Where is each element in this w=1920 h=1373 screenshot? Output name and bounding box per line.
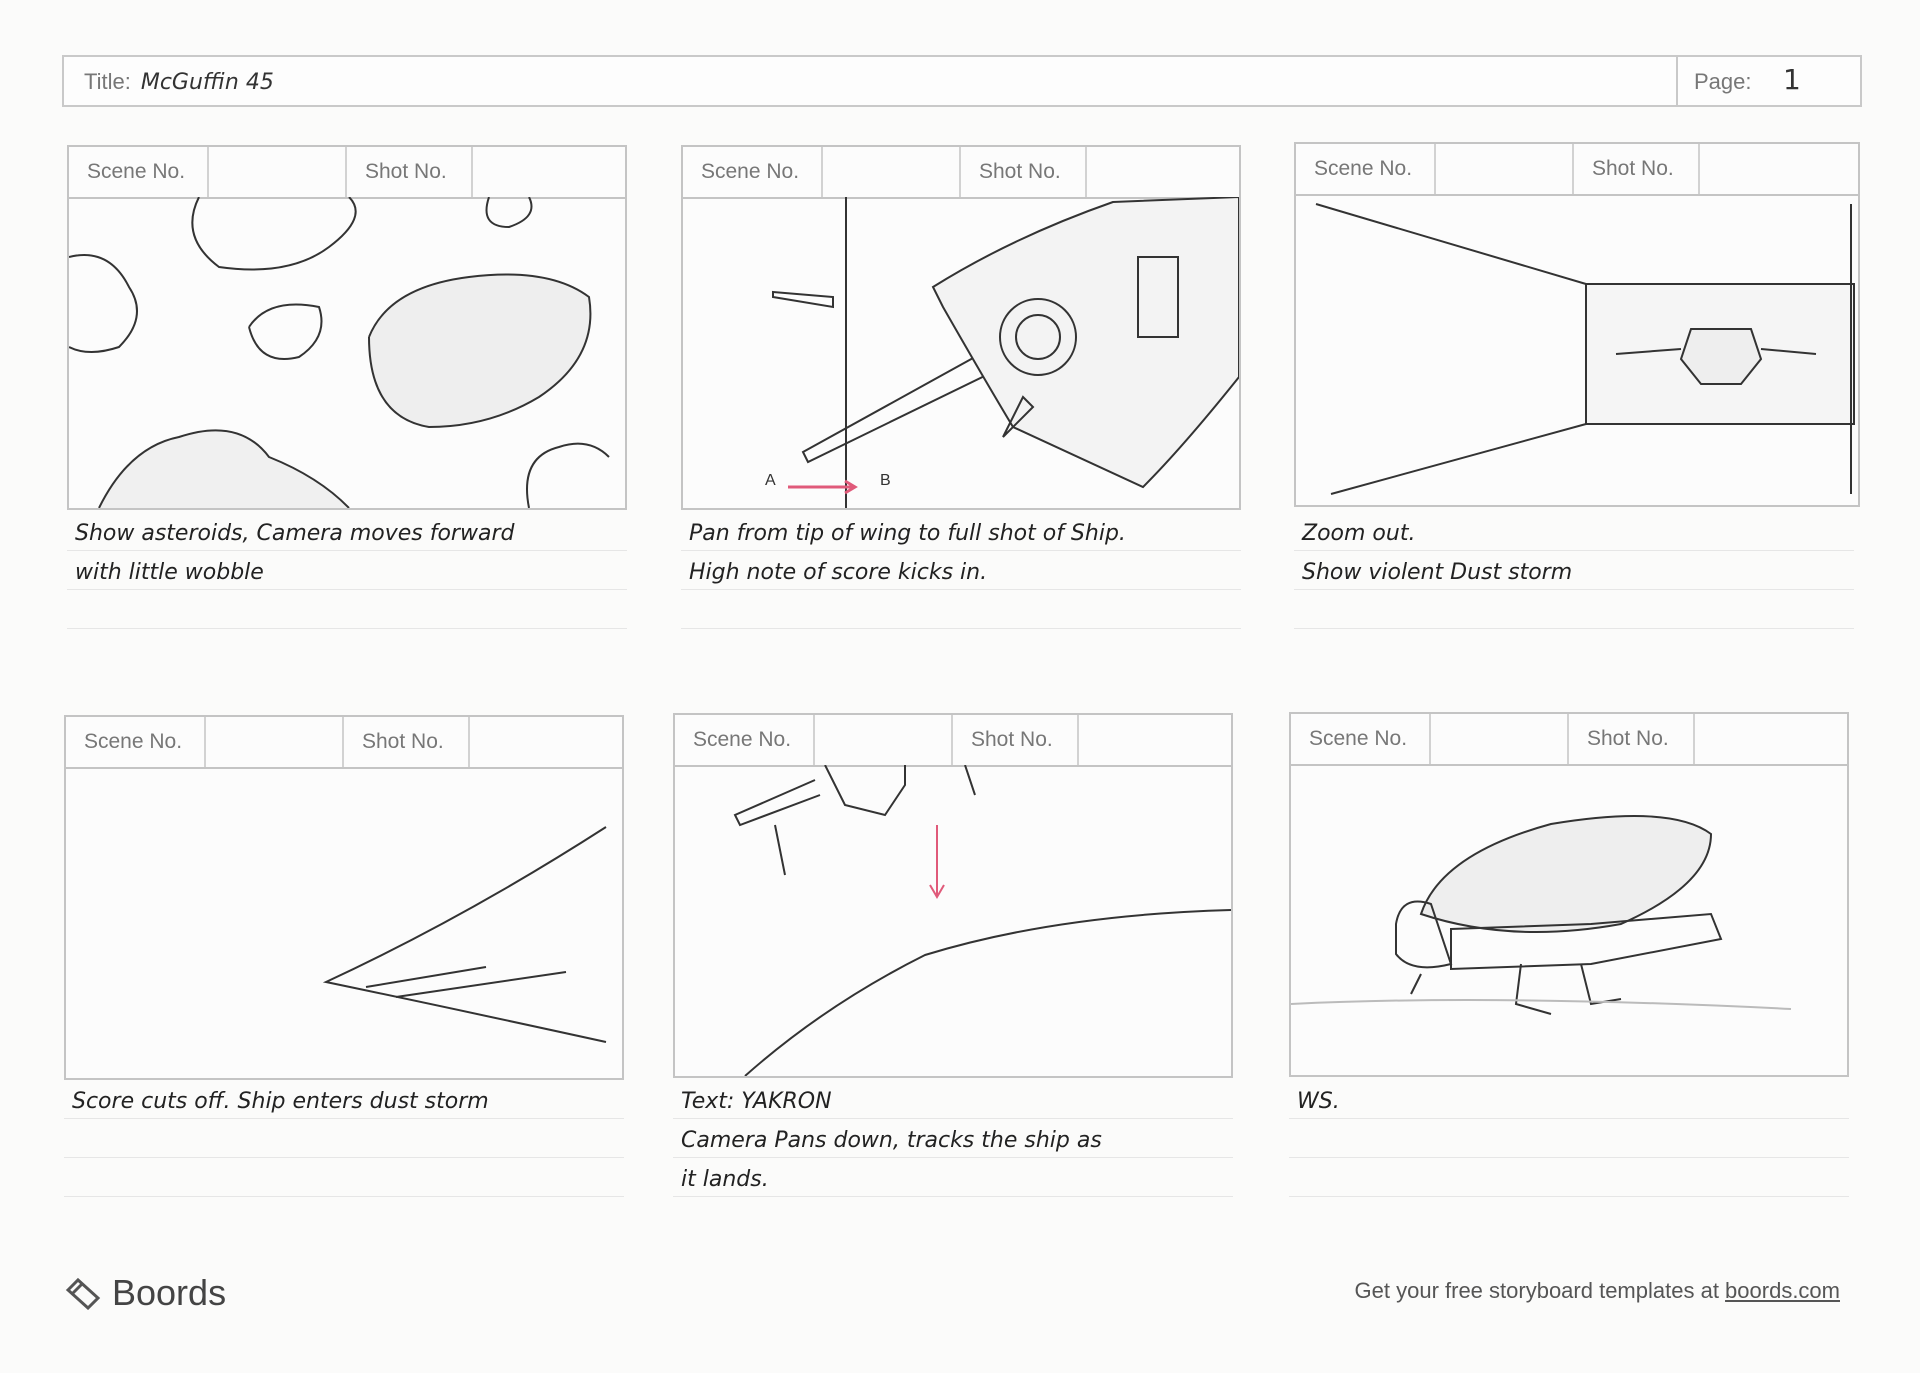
caption-panel-5: [673, 1080, 1233, 1197]
caption-line: [1289, 1119, 1849, 1158]
storyboard-panel-3: [1294, 142, 1860, 507]
scene-label: Scene No.: [1291, 714, 1431, 764]
marker-a: A: [765, 472, 776, 489]
caption-panel-3: [1294, 512, 1854, 629]
scene-label: Scene No.: [1296, 144, 1436, 194]
scene-label: Scene No.: [69, 147, 209, 197]
scene-label: Scene No.: [66, 717, 206, 767]
caption-line: [67, 590, 627, 629]
sketch-ship-pan: [683, 197, 1239, 508]
caption-line: [64, 1158, 624, 1197]
caption-line: [1294, 590, 1854, 629]
storyboard-panel-2: [681, 145, 1241, 510]
title-bar: [62, 55, 1862, 107]
shot-label: Shot No.: [347, 147, 473, 197]
caption-line: Camera Pans down, tracks the ship as: [673, 1119, 1233, 1158]
caption-line: Score cuts off. Ship enters dust storm: [64, 1080, 624, 1119]
caption-line: Show violent Dust storm: [1294, 551, 1854, 590]
caption-line: Pan from tip of wing to full shot of Ship.: [681, 512, 1241, 551]
shot-label: Shot No.: [344, 717, 470, 767]
sketch-dust-storm: [66, 767, 622, 1078]
caption-line: Show asteroids, Camera moves forward: [67, 512, 627, 551]
caption-line: [64, 1119, 624, 1158]
page-value: 1: [1783, 63, 1801, 96]
caption-line: High note of score kicks in.: [681, 551, 1241, 590]
shot-label: Shot No.: [1574, 144, 1700, 194]
title-label: Title:: [84, 69, 131, 94]
brand-name: Boords: [112, 1272, 227, 1313]
storyboard-panel-5: [673, 713, 1233, 1078]
caption-line: Text: YAKRON: [673, 1080, 1233, 1119]
title-field: [84, 69, 274, 95]
shot-label: Shot No.: [953, 715, 1079, 765]
storyboard-panel-6: [1289, 712, 1849, 1077]
sketch-ship-landing: [675, 765, 1231, 1076]
footer-label: Get your free storyboard templates at: [1354, 1278, 1726, 1303]
page-label: Page:: [1694, 69, 1752, 94]
shot-label: Shot No.: [1569, 714, 1695, 764]
caption-line: [1289, 1158, 1849, 1197]
boords-logo: [64, 1272, 226, 1314]
shot-label: Shot No.: [961, 147, 1087, 197]
title-value: McGuffin 45: [140, 70, 274, 95]
scene-label: Scene No.: [683, 147, 823, 197]
scene-label: Scene No.: [675, 715, 815, 765]
pencil-icon: [64, 1276, 102, 1310]
sketch-asteroids: [69, 197, 625, 508]
caption-panel-6: [1289, 1080, 1849, 1197]
boords-link[interactable]: boords.com: [1725, 1278, 1840, 1303]
caption-line: it lands.: [673, 1158, 1233, 1197]
storyboard-panel-4: [64, 715, 624, 1080]
caption-line: WS.: [1289, 1080, 1849, 1119]
footer-text: [1355, 1278, 1840, 1304]
storyboard-panel-1: [67, 145, 627, 510]
caption-line: Zoom out.: [1294, 512, 1854, 551]
page-field: [1676, 57, 1860, 105]
caption-line: [681, 590, 1241, 629]
sketch-ship-landed: [1291, 764, 1847, 1075]
caption-line: with little wobble: [67, 551, 627, 590]
marker-b: B: [880, 472, 891, 489]
caption-panel-4: [64, 1080, 624, 1197]
sketch-zoom-out: [1296, 194, 1858, 505]
caption-panel-2: [681, 512, 1241, 629]
caption-panel-1: [67, 512, 627, 629]
